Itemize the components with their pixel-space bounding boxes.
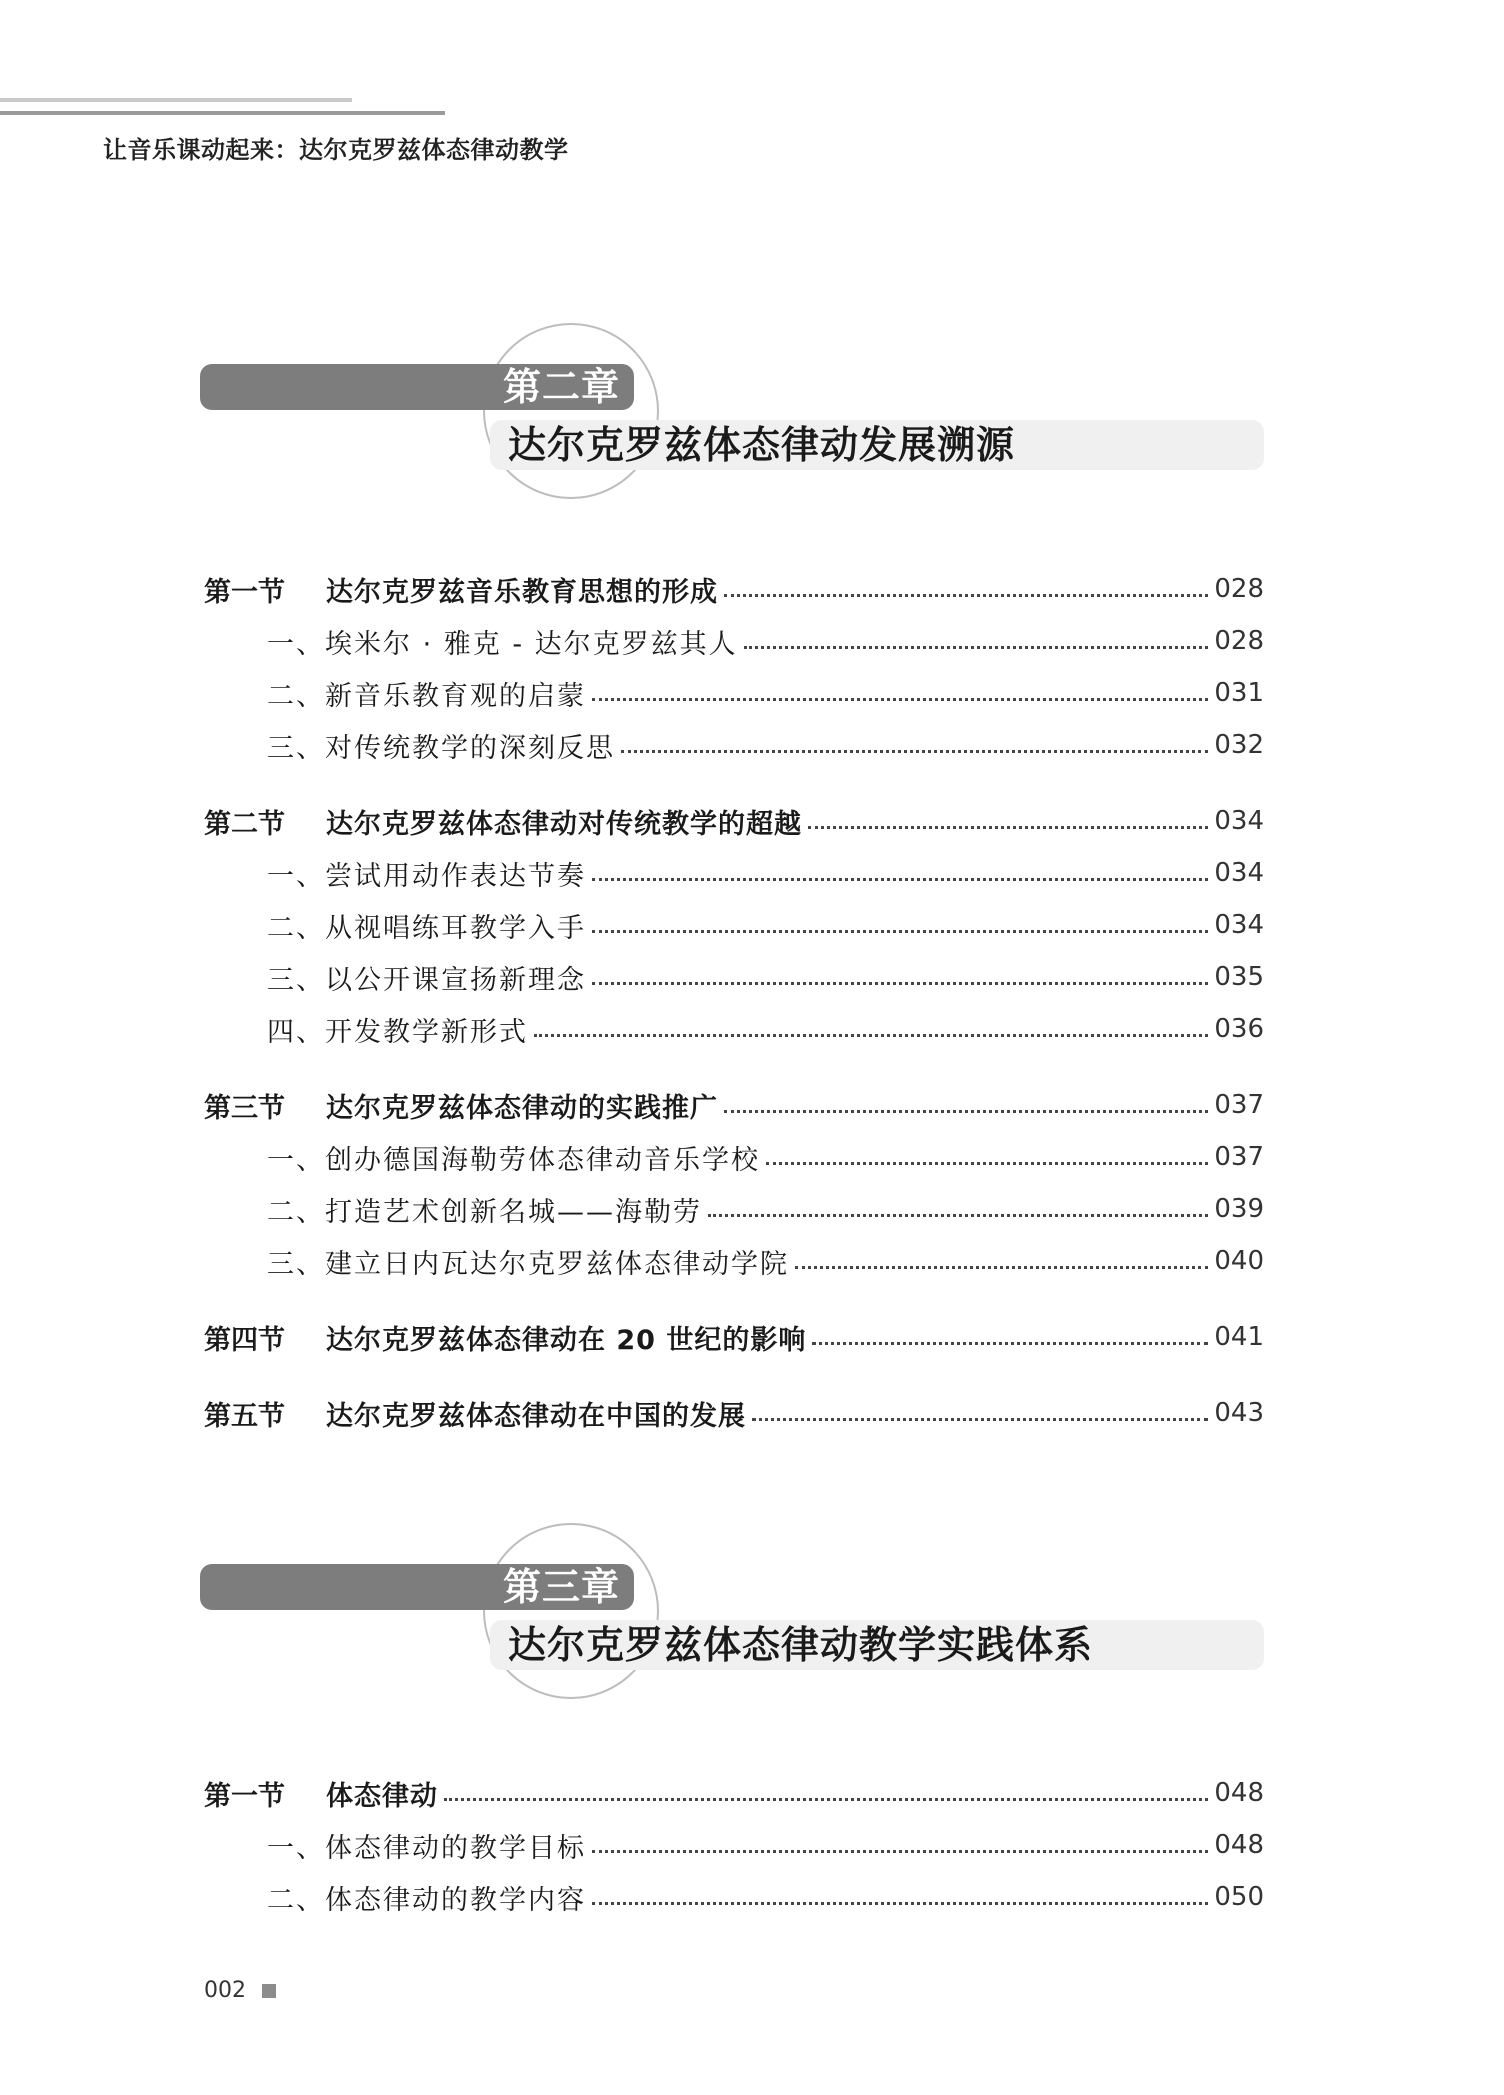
- toc-leader-dots: [724, 1110, 1208, 1113]
- toc-page-number: 034: [1214, 806, 1264, 836]
- toc-leader-dots: [812, 1342, 1208, 1345]
- toc-leader-dots: [766, 1162, 1208, 1165]
- toc-entry-title: 一、尝试用动作表达节奏: [267, 860, 586, 892]
- toc-leader-dots: [752, 1418, 1208, 1421]
- page-number: 002: [204, 1978, 246, 2003]
- toc-subsection[interactable]: [267, 1189, 1264, 1229]
- toc-leader-dots: [592, 982, 1208, 985]
- toc-section-number: 第三节: [204, 1092, 285, 1124]
- header-rule-light: [0, 98, 352, 102]
- toc-entry-title: 达尔克罗兹音乐教育思想的形成: [326, 576, 718, 608]
- toc-page-number: 050: [1214, 1882, 1264, 1912]
- toc-subsection[interactable]: [267, 905, 1264, 945]
- toc-entry-title: 二、体态律动的教学内容: [267, 1884, 586, 1916]
- toc-page-number: 031: [1214, 678, 1264, 708]
- running-head: 让音乐课动起来：达尔克罗兹体态律动教学: [103, 136, 569, 164]
- toc-subsection[interactable]: [267, 1241, 1264, 1281]
- toc-entry-title: 一、体态律动的教学目标: [267, 1832, 586, 1864]
- toc-entry-title: 体态律动: [326, 1780, 438, 1812]
- toc-section[interactable]: [204, 1085, 1264, 1125]
- toc-subsection[interactable]: [267, 853, 1264, 893]
- toc-page-number: 039: [1214, 1194, 1264, 1224]
- toc-entry-title: 四、开发教学新形式: [267, 1016, 528, 1048]
- toc-entry-title: 达尔克罗兹体态律动在中国的发展: [326, 1400, 746, 1432]
- toc-subsection[interactable]: [267, 621, 1264, 661]
- chapter-heading: [200, 323, 1264, 503]
- toc-subsection[interactable]: [267, 673, 1264, 713]
- toc-section[interactable]: [204, 569, 1264, 609]
- chapter-circle-ornament: [483, 323, 659, 499]
- toc-entry-title: 三、对传统教学的深刻反思: [267, 732, 615, 764]
- toc-entry-title: 三、以公开课宣扬新理念: [267, 964, 586, 996]
- toc-leader-dots: [534, 1034, 1208, 1037]
- toc-page-number: 028: [1214, 626, 1264, 656]
- toc-entry-title: 二、打造艺术创新名城——海勒劳: [267, 1196, 702, 1228]
- toc-subsection[interactable]: [267, 1137, 1264, 1177]
- toc-page-number: 034: [1214, 910, 1264, 940]
- toc-leader-dots: [592, 878, 1208, 881]
- toc-leader-dots: [621, 750, 1208, 753]
- toc-page-number: 034: [1214, 858, 1264, 888]
- chapter-number: 第二章: [503, 364, 621, 409]
- toc-leader-dots: [444, 1798, 1208, 1801]
- toc-entry-title: 达尔克罗兹体态律动在 20 世纪的影响: [326, 1324, 807, 1356]
- toc-section[interactable]: [204, 1393, 1264, 1433]
- toc-page-number: 036: [1214, 1014, 1264, 1044]
- toc-entry-title: 二、新音乐教育观的启蒙: [267, 680, 586, 712]
- toc-entry-title: 一、创办德国海勒劳体态律动音乐学校: [267, 1144, 760, 1176]
- toc-subsection[interactable]: [267, 725, 1264, 765]
- toc-page-number: 037: [1214, 1090, 1264, 1120]
- toc-page-number: 037: [1214, 1142, 1264, 1172]
- toc-page-number: 043: [1214, 1398, 1264, 1428]
- toc-leader-dots: [708, 1214, 1208, 1217]
- toc-leader-dots: [744, 646, 1209, 649]
- toc-page-number: 041: [1214, 1322, 1264, 1352]
- toc-section-number: 第二节: [204, 808, 285, 840]
- toc-page-number: 048: [1214, 1830, 1264, 1860]
- chapter-title: 达尔克罗兹体态律动发展溯源: [508, 422, 1016, 467]
- toc-page-number: 028: [1214, 574, 1264, 604]
- toc-subsection[interactable]: [267, 957, 1264, 997]
- chapter-title: 达尔克罗兹体态律动教学实践体系: [508, 1622, 1094, 1667]
- toc-section-number: 第一节: [204, 576, 285, 608]
- toc-subsection[interactable]: [267, 1877, 1264, 1917]
- toc-leader-dots: [592, 930, 1208, 933]
- toc-entry-title: 一、埃米尔 · 雅克 - 达尔克罗兹其人: [267, 628, 738, 660]
- toc-section[interactable]: [204, 801, 1264, 841]
- toc-page-number: 040: [1214, 1246, 1264, 1276]
- chapter-circle-ornament: [483, 1523, 659, 1699]
- toc-entry-title: 达尔克罗兹体态律动对传统教学的超越: [326, 808, 802, 840]
- toc-page-number: 032: [1214, 730, 1264, 760]
- toc-entry-title: 三、建立日内瓦达尔克罗兹体态律动学院: [267, 1248, 789, 1280]
- chapter-heading: [200, 1523, 1264, 1703]
- toc-section[interactable]: [204, 1773, 1264, 1813]
- toc-entry-title: 二、从视唱练耳教学入手: [267, 912, 586, 944]
- page-number-square-ornament: [262, 1984, 276, 1998]
- toc-section-number: 第五节: [204, 1400, 285, 1432]
- toc-subsection[interactable]: [267, 1825, 1264, 1865]
- toc-section-number: 第一节: [204, 1780, 285, 1812]
- toc-leader-dots: [592, 1850, 1208, 1853]
- toc-section-number: 第四节: [204, 1324, 285, 1356]
- toc-page-number: 048: [1214, 1778, 1264, 1808]
- chapter-number: 第三章: [503, 1564, 621, 1609]
- toc-page-number: 035: [1214, 962, 1264, 992]
- toc-leader-dots: [592, 698, 1208, 701]
- toc-leader-dots: [808, 826, 1208, 829]
- toc-subsection[interactable]: [267, 1009, 1264, 1049]
- toc-leader-dots: [724, 594, 1208, 597]
- toc-leader-dots: [795, 1266, 1208, 1269]
- toc-leader-dots: [592, 1902, 1208, 1905]
- toc-entry-title: 达尔克罗兹体态律动的实践推广: [326, 1092, 718, 1124]
- toc-section[interactable]: [204, 1317, 1264, 1357]
- header-rule-dark: [0, 111, 445, 115]
